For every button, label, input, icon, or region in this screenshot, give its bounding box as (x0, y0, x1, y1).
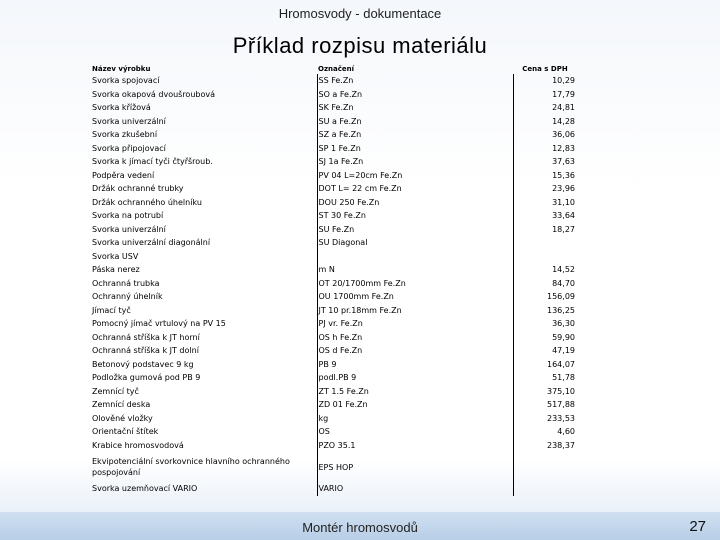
table-row (91, 155, 577, 169)
cell-code: SO a Fe.Zn (317, 88, 513, 102)
table-row (91, 223, 577, 237)
cell-code: EPS HOP (317, 452, 513, 482)
cell-name: Podpěra vedení (92, 170, 155, 180)
cell-price: 233,53 (547, 413, 575, 423)
material-table (91, 64, 577, 496)
cell-name: Držák ochranného úhelníku (92, 197, 202, 207)
page-number: 27 (689, 518, 706, 535)
slide-title: Příklad rozpisu materiálu (232, 33, 488, 58)
cell-name: Svorka uzemňovací VARIO (92, 484, 198, 493)
table-row (91, 142, 577, 156)
cell-name: Svorka univerzální (92, 116, 166, 126)
cell-name: Svorka zkušební (92, 130, 158, 139)
cell-name: Svorka spojovací (92, 76, 160, 85)
footer-text: Montér hromosvodů (302, 520, 418, 535)
cell-name: Ekvipotenciální svorkovnice hlavního ochranného pospojování (92, 457, 290, 477)
cell-price: 33,64 (552, 211, 575, 220)
table-row (91, 236, 577, 250)
cell-price: 136,25 (547, 305, 575, 315)
table-row (91, 317, 577, 331)
table-row (91, 398, 577, 412)
cell-name: Zemnící tyč (92, 386, 139, 396)
cell-code: ZT 1.5 Fe.Zn (317, 385, 513, 399)
cell-name: Zemnící deska (92, 400, 151, 409)
cell-price (513, 482, 577, 496)
cell-code: SU Diagonal (317, 236, 513, 250)
cell-price: 17,79 (552, 89, 575, 99)
cell-price: 14,52 (552, 265, 575, 274)
cell-name: Svorka k jímací tyči čtyřšroub. (92, 157, 213, 166)
cell-code: SS Fe.Zn (317, 74, 513, 88)
cell-name: Držák ochranné trubky (92, 184, 184, 193)
cell-code: SU Fe.Zn (317, 223, 513, 237)
cell-price: 14,28 (552, 116, 575, 126)
cell-price: 15,36 (552, 170, 575, 180)
table-body (91, 74, 577, 496)
cell-name: Orientační štítek (92, 427, 159, 436)
table-row (91, 88, 577, 102)
cell-price: 24,81 (552, 103, 575, 112)
table-row (91, 344, 577, 358)
table-row (91, 74, 577, 88)
cell-price: 156,09 (547, 292, 575, 301)
cell-price: 4,60 (557, 427, 575, 436)
cell-code: OU 1700mm Fe.Zn (317, 290, 513, 304)
cell-price: 37,63 (552, 157, 575, 166)
table-row (91, 358, 577, 372)
cell-name: Olověné vložky (92, 413, 153, 423)
cell-price (513, 236, 577, 250)
cell-price: 18,27 (552, 224, 575, 234)
table-row (91, 209, 577, 223)
cell-code: PZO 35.1 (317, 439, 513, 453)
table-row (91, 452, 577, 482)
cell-code: VARIO (317, 482, 513, 496)
column-header-price: Cena s DPH (522, 65, 568, 73)
cell-price: 59,90 (552, 332, 575, 342)
cell-price: 12,83 (552, 143, 575, 153)
cell-code: PJ vr. Fe.Zn (317, 317, 513, 331)
cell-code: ZD 01 Fe.Zn (317, 398, 513, 412)
cell-name: Podložka gumová pod PB 9 (92, 373, 201, 382)
column-header-name: Název výrobku (92, 65, 151, 73)
cell-code: SU a Fe.Zn (317, 115, 513, 129)
cell-name: Ochranná stříška k JT dolní (92, 346, 199, 355)
table-row (91, 439, 577, 453)
table-row (91, 277, 577, 291)
cell-name: Svorka univerzální diagonální (92, 238, 211, 247)
table-row (91, 263, 577, 277)
cell-name: Jímací tyč (92, 305, 131, 315)
cell-name: Svorka USV (92, 251, 139, 261)
cell-price: 47,19 (552, 346, 575, 355)
table-row (91, 182, 577, 196)
cell-code: DOU 250 Fe.Zn (317, 196, 513, 210)
cell-name: Betonový podstavec 9 kg (92, 359, 194, 369)
cell-name: Ochranný úhelník (92, 292, 163, 301)
cell-price (513, 250, 577, 264)
table-row (91, 128, 577, 142)
cell-code: OT 20/1700mm Fe.Zn (317, 277, 513, 291)
cell-name: Svorka univerzální (92, 224, 166, 234)
cell-name: Svorka připojovací (92, 143, 166, 153)
table-row (91, 196, 577, 210)
table-row (91, 331, 577, 345)
table-row (91, 101, 577, 115)
cell-code: DOT L= 22 cm Fe.Zn (317, 182, 513, 196)
cell-price: 10,29 (552, 76, 575, 85)
cell-name: Páska nerez (92, 265, 140, 274)
cell-name: Krabice hromosvodová (92, 440, 184, 450)
cell-price: 51,78 (552, 373, 575, 382)
cell-code: OS h Fe.Zn (317, 331, 513, 345)
cell-name: Svorka křížová (92, 103, 151, 112)
cell-code: SZ a Fe.Zn (317, 128, 513, 142)
document-header-title: Hromosvody - dokumentace (278, 6, 442, 21)
cell-code: ST 30 Fe.Zn (317, 209, 513, 223)
cell-code: SJ 1a Fe.Zn (317, 155, 513, 169)
cell-name: Svorka okapová dvoušroubová (92, 89, 216, 99)
table-row (91, 482, 577, 496)
cell-code: podl.PB 9 (317, 371, 513, 385)
cell-code: SK Fe.Zn (317, 101, 513, 115)
cell-price: 31,10 (552, 197, 575, 207)
table-header-row (91, 64, 577, 74)
table-row (91, 371, 577, 385)
cell-code: PB 9 (317, 358, 513, 372)
table-row (91, 250, 577, 264)
cell-code: JT 10 pr.18mm Fe.Zn (317, 304, 513, 318)
table-row (91, 115, 577, 129)
cell-code: OS (317, 425, 513, 439)
cell-code: kg (317, 412, 513, 426)
cell-code: SP 1 Fe.Zn (317, 142, 513, 156)
cell-name: Ochranná stříška k JT horní (92, 332, 200, 342)
cell-code: PV 04 L=20cm Fe.Zn (317, 169, 513, 183)
cell-price (513, 452, 577, 482)
cell-name: Svorka na potrubí (92, 211, 164, 220)
cell-name: Ochranná trubka (92, 278, 160, 288)
table-row (91, 412, 577, 426)
cell-price: 23,96 (552, 184, 575, 193)
table-row (91, 425, 577, 439)
cell-price: 375,10 (547, 386, 575, 396)
table-row (91, 290, 577, 304)
cell-price: 36,30 (552, 319, 575, 328)
table-row (91, 385, 577, 399)
table-row (91, 304, 577, 318)
cell-code: m N (317, 263, 513, 277)
cell-name: Pomocný jímač vrtulový na PV 15 (92, 319, 226, 328)
cell-price: 36,06 (552, 130, 575, 139)
cell-price: 84,70 (552, 278, 575, 288)
cell-code (317, 250, 513, 264)
cell-price: 164,07 (547, 359, 575, 369)
cell-price: 238,37 (547, 440, 575, 450)
column-header-code: Označení (318, 65, 355, 73)
cell-price: 517,88 (547, 400, 575, 409)
table-row (91, 169, 577, 183)
cell-code: OS d Fe.Zn (317, 344, 513, 358)
